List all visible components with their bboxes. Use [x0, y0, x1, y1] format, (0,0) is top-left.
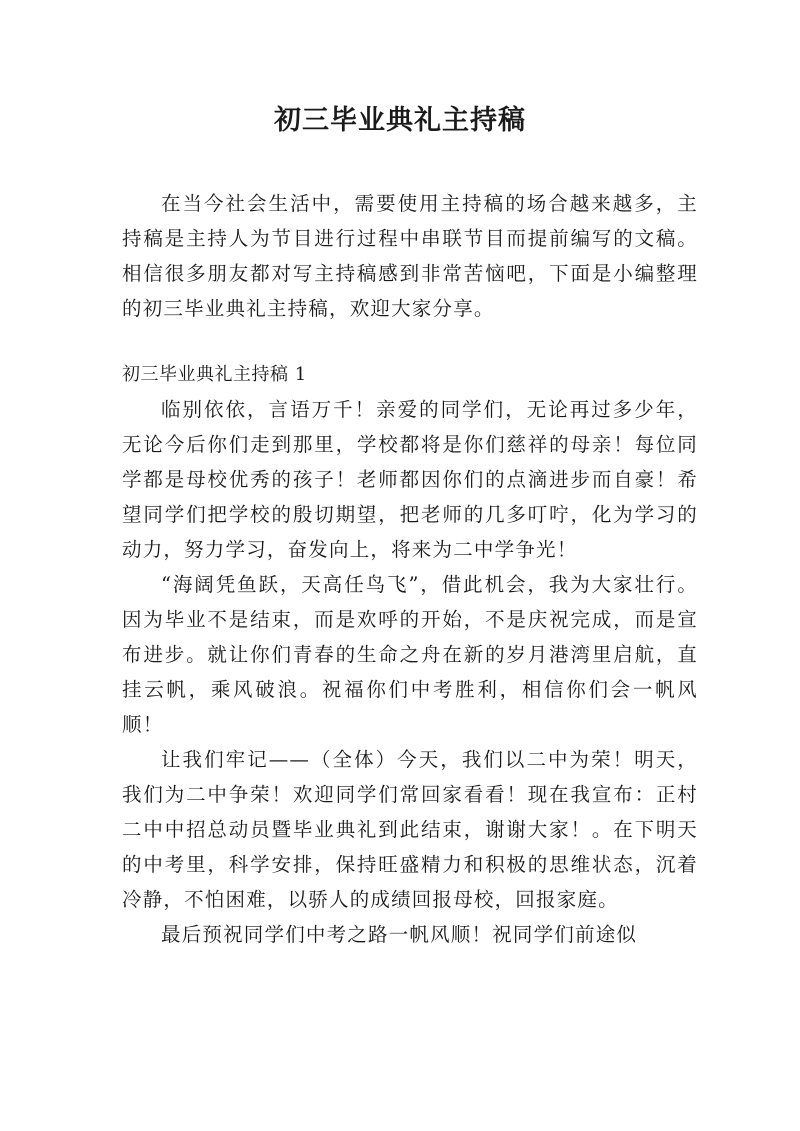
document-title: 初三毕业典礼主持稿 [274, 105, 526, 136]
body-paragraph-2: “海阔凭鱼跃，天高任鸟飞”，借此机会，我为大家壮行。因为毕业不是结束，而是欢呼的开始，不是庆祝完成，而是宣布进步。就让你们青春的生命之舟在新的岁月港湾里启航，直挂云帆，乘风破浪。祝福你们中考胜利，相信你们会一帆风顺！ [122, 573, 698, 736]
intro-paragraph: 在当今社会生活中，需要使用主持稿的场合越来越多，主持稿是主持人为节目进行过程中串联节目而提前编写的文稿。相信很多朋友都对写主持稿感到非常苦恼吧，下面是小编整理的初三毕业典礼主持稿，欢迎大家分享。 [122, 192, 698, 320]
document-body [122, 186, 698, 952]
body-paragraph-3: 让我们牢记——（全体）今天，我们以二中为荣！明天，我们为二中争荣！欢迎同学们常回家看看！现在我宣布：正村二中中招总动员暨毕业典礼到此结束，谢谢大家！。在下明天的中考里，科学安排，保持旺盛精力和积极的思维状态，沉着冷静，不怕困难，以骄人的成绩回报母校，回报家庭。 [122, 748, 698, 911]
body-paragraph-4: 最后预祝同学们中考之路一帆风顺！祝同学们前途似 [161, 923, 638, 946]
section-heading: 初三毕业典礼主持稿 1 [122, 364, 307, 385]
body-paragraph-1: 临别依依，言语万千！亲爱的同学们，无论再过多少年，无论今后你们走到那里，学校都将是你们慈祥的母亲！每位同学都是母校优秀的孩子！老师都因你们的点滴进步而自豪！希望同学们把学校的殷切期望，把老师的几多叮咛，化为学习的动力，努力学习，奋发向上，将来为二中学争光！ [122, 398, 698, 561]
